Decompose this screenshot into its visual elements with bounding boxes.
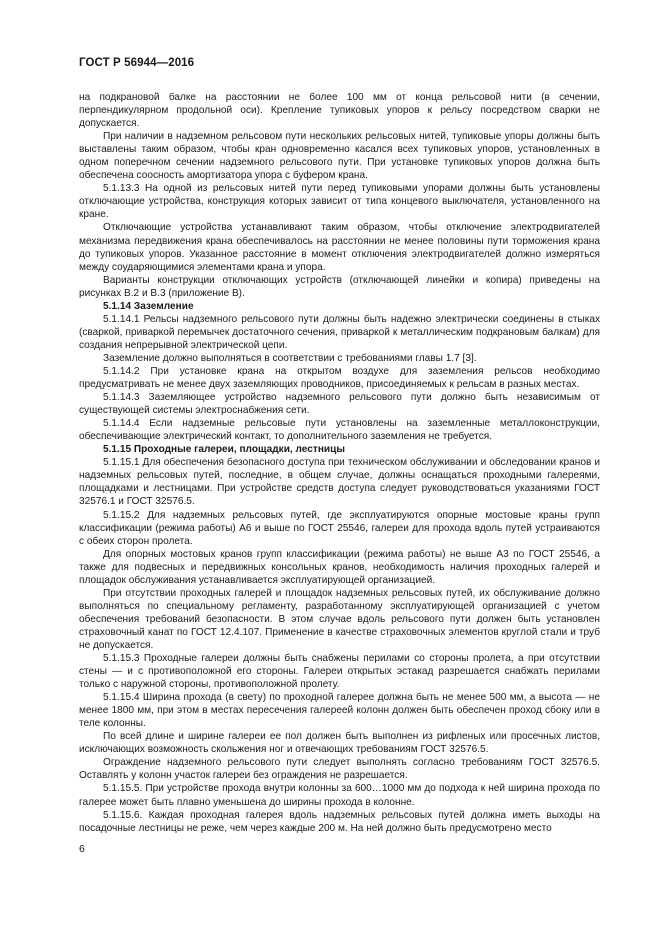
- paragraph: Ограждение надземного рельсового пути следует выполнять согласно требованиям ГОСТ 32576.5. Оставлять у колонн участок галереи без ограждения не разрешается.: [79, 757, 600, 782]
- paragraph: Для опорных мостовых кранов групп классификации (режима работы) не выше А3 по ГОСТ 25546, а также для подвесных и передвижных консольных кранов, необходимость наличия проходных галерей и площадок обслуживания устанавливается эксплуатирующей организацией.: [79, 548, 600, 586]
- paragraph: 5.1.15.1 Для обеспечения безопасного доступа при техническом обслуживании и обследовании кранов и надземных рельсовых путей, последние, в общем случае, должны оснащаться проходными галереями, площадками и лестницами. При устройстве средств доступа следует руководствоваться указаниями ГОСТ 32576.1 и ГОСТ 32576.5.: [79, 457, 600, 508]
- paragraph: 5.1.15.2 Для надземных рельсовых путей, где эксплуатируются опорные мостовые краны групп классификации (режима работы) А6 и выше по ГОСТ 25546, галереи для прохода вдоль путей устраиваются с обеих сторон пролета.: [79, 509, 600, 547]
- document-header: ГОСТ Р 56944—2016: [79, 57, 195, 69]
- paragraph: 5.1.15.6. Каждая проходная галерея вдоль надземных рельсовых путей должна иметь выходы на посадочные лестницы не реже, чем через каждые 200 м. На ней должно быть предусмотрено место: [79, 809, 600, 834]
- paragraph: 5.1.13.3 На одной из рельсовых нитей пути перед тупиковыми упорами должны быть установлены отключающие устройства, конструкция которых зависит от типа концевого выключателя, установленного на кране.: [79, 183, 600, 221]
- page-number: 6: [79, 843, 85, 855]
- section-heading: 5.1.15 Проходные галереи, площадки, лестницы: [103, 444, 345, 456]
- paragraph: При отсутствии проходных галерей и площадок надземных рельсовых путей, их обслуживание должно выполняться по специальному регламенту, разработанному эксплуатирующей организацией с учетом обеспечения требований безопасности. В этом случае вдоль рельсового пути должен быть установлен страховочный канат по ГОСТ 12.4.107. Применение в качестве страховочных элементов круглой стали и труб не допускается.: [79, 587, 600, 651]
- paragraph: 5.1.14.3 Заземляющее устройство надземного рельсового пути должно быть независимым от существующей системы электроснабжения сети.: [79, 392, 600, 417]
- section-heading: 5.1.14 Заземление: [103, 300, 194, 312]
- paragraph: При наличии в надземном рельсовом пути нескольких рельсовых нитей, тупиковые упоры должны быть выставлены таким образом, чтобы кран одновременно касался всех тупиковых упоров, установленных в одном поперечном сечении надземного рельсового пути. При установке тупиковых упоров должна быть обеспечена соосность амортизатора упора с буфером крана.: [79, 131, 600, 182]
- paragraph: 5.1.15.4 Ширина прохода (в свету) по проходной галерее должна быть не менее 500 мм, а высота — не менее 1800 мм, при этом в местах пересечения галереей колонн должен быть обеспечен проход сбоку или в теле колонны.: [79, 692, 600, 730]
- paragraph: 5.1.14.2 При установке крана на открытом воздухе для заземления рельсов необходимо предусматривать не менее двух заземляющих проводников, присоединяемых к рельсам в разных местах.: [79, 365, 600, 391]
- paragraph: По всей длине и ширине галереи ее пол должен быть выполнен из рифленых или просечных листов, исключающих возможность скольжения ног и отвечающих требованиям ГОСТ 32576.5.: [79, 731, 600, 756]
- paragraph: 5.1.15.5. При устройстве прохода внутри колонны за 600…1000 мм до подхода к ней ширина прохода по галерее может быть плавно уменьшена до ширины прохода в колонне.: [79, 783, 600, 808]
- paragraph: Заземление должно выполняться в соответствии с требованиями главы 1.7 [3].: [103, 352, 477, 364]
- paragraph: 5.1.14.1 Рельсы надземного рельсового пути должны быть надежно электрически соединены в стыках (сваркой, приваркой перемычек достаточного сечения, приваркой к металлическим подкрановым балкам) для создания непрерывной электрической цепи.: [79, 313, 600, 351]
- paragraph: 5.1.14.4 Если надземные рельсовые пути установлены на заземленные металлоконструкции, обеспечивающие электрический контакт, то дополнительного заземления не требуется.: [79, 418, 600, 443]
- paragraph: Отключающие устройства устанавливают таким образом, чтобы отключение электродвигателей механизма передвижения крана обеспечивалось на расстоянии не менее половины пути торможения крана до тупиковых упоров. Указанное расстояние в момент отключения электродвигателей должно измеряться между соударяющимися элементами крана и упора.: [79, 222, 600, 273]
- paragraph: 5.1.15.3 Проходные галереи должны быть снабжены перилами со стороны пролета, а при отсутствии стены — и с противоположной его стороны. Галереи открытых эстакад разрешается снабжать перилами только с наружной стороны, противоположной пролету.: [79, 653, 600, 691]
- paragraph: Варианты конструкции отключающих устройств (отключающей линейки и копира) приведены на рисунках В.2 и В.3 (приложение В).: [79, 274, 600, 299]
- document-body: [79, 91, 600, 835]
- paragraph: на подкрановой балке на расстоянии не более 100 мм от конца рельсовой нити (в сечении, перпендикулярном продольной оси). Крепление тупиковых упоров к рельсу посредством сварки не допускается.: [79, 92, 600, 130]
